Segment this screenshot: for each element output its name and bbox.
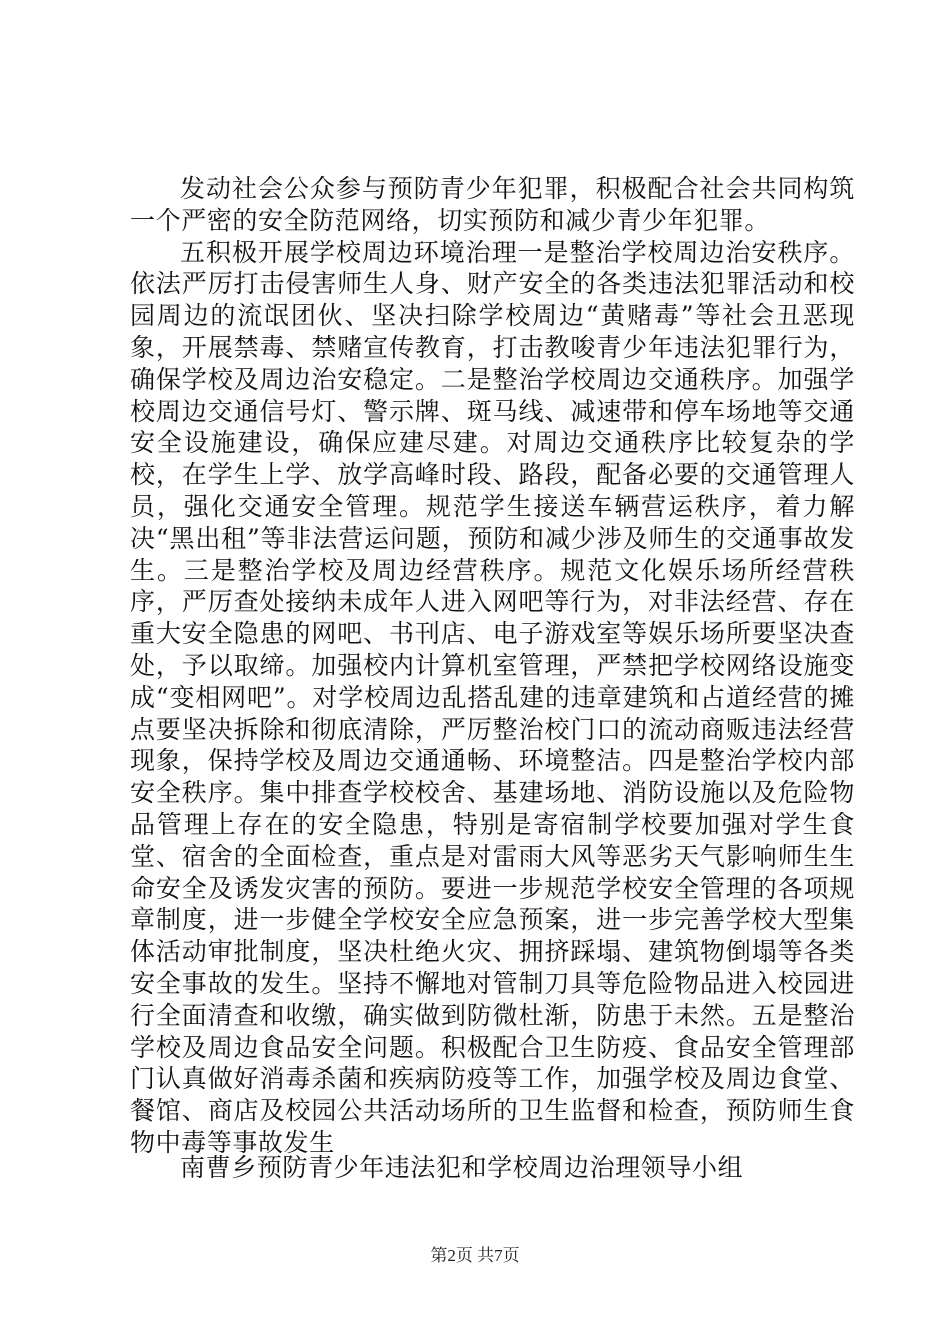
page-number-footer: 第2页 共7页 (430, 1246, 520, 1265)
document-body (130, 173, 855, 1159)
paragraph-intro: 发动社会公众参与预防青少年犯罪，积极配合社会共同构筑一个严密的安全防范网络，切实预防和减少青少年犯罪。 (130, 174, 855, 235)
signature-line: 南曹乡预防青少年违法犯和学校周边治理领导小组 (180, 1153, 744, 1182)
paragraph-environment-governance: 五积极开展学校周边环境治理一是整治学校周边治安秩序。依法严厉打击侵害师生人身、财产安全的各类违法犯罪活动和校园周边的流氓团伙、坚决扫除学校周边“黄赌毒”等社会丑恶现象，开展禁毒、禁赌宣传教育，打击教唆青少年违法犯罪行为，确保学校及周边治安稳定。二是整治学校周边交通秩序。加强学校周边交通信号灯、警示牌、斑马线、减速带和停车场地等交通安全设施建设，确保应建尽建。对周边交通秩序比较复杂的学校，在学生上学、放学高峰时段、路段，配备必要的交通管理人员，强化交通安全管理。规范学生接送车辆营运秩序，着力解决“黑出租”等非法营运问题，预防和减少涉及师生的交通事故发生。三是整治学校及周边经营秩序。规范文化娱乐场所经营秩序，严厉查处接纳未成年人进入网吧等行为，对非法经营、存在重大安全隐患的网吧、书刊店、电子游戏室等娱乐场所要坚决查处，予以取缔。加强校内计算机室管理，严禁把学校网络设施变成“变相网吧”。对学校周边乱搭乱建的违章建筑和占道经营的摊点要坚决拆除和彻底清除，严厉整治校门口的流动商贩违法经营现象，保持学校及周边交通通畅、环境整洁。四是整治学校内部安全秩序。集中排查学校校舍、基建场地、消防设施以及危险物品管理上存在的安全隐患，特别是寄宿制学校要加强对学生食堂、宿舍的全面检查，重点是对雷雨大风等恶劣天气影响师生生命安全及诱发灾害的预防。要进一步规范学校安全管理的各项规章制度，进一步健全学校安全应急预案，进一步完善学校大型集体活动审批制度，坚决杜绝火灾、拥挤踩塌、建筑物倒塌等各类安全事故的发生。坚持不懈地对管制刀具等危险物品进入校园进行全面清查和收缴，确实做到防微杜渐，防患于未然。五是整治学校及周边食品安全问题。积极配合卫生防疫、食品安全管理部门认真做好消毒杀菌和疾病防疫等工作，加强学校及周边食堂、餐馆、商店及校园公共活动场所的卫生监督和检查，预防师生食物中毒等事故发生 (130, 237, 855, 1157)
